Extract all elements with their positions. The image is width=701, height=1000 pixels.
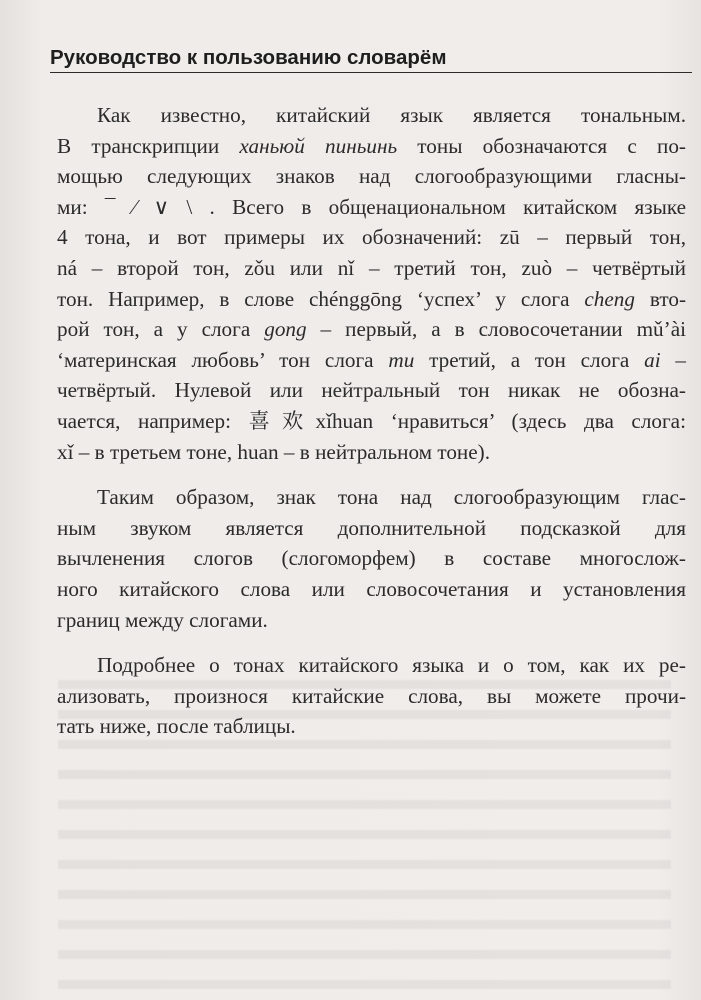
text-line: Подробнее о тонах китайского языка и о том, как их ре- [97, 653, 686, 678]
text-line: ná – второй тон, zǒu или nǐ – третий тон, zuò – четвёртый [57, 255, 686, 280]
text-line: ного китайского слова или словосочетания и установления [57, 576, 686, 601]
text-line: Как известно, китайский язык является тональным. [97, 103, 686, 127]
text-line: чается, например: 喜欢xǐhuan ‘нравиться’ (здесь два слога: [57, 407, 686, 433]
running-header [50, 45, 690, 71]
text-line: Таким образом, знак тона над слогообразующим глас- [97, 485, 686, 510]
text-line: ным звуком является дополнительной подсказкой для [57, 515, 686, 540]
text-line: ализовать, произнося китайские слова, вы можете прочи- [57, 683, 686, 708]
text-line: ‘материнская любовь’ тон слога mu третий, а тон слога ai – [57, 347, 687, 372]
text-line: тать ниже, после таблицы. [57, 714, 296, 739]
paragraph-tones [57, 100, 686, 467]
paragraph-tone-marks [57, 482, 686, 635]
body-text [57, 100, 686, 742]
text-line: 4 тона, и вот примеры их обозначений: zū – первый тон, [57, 225, 686, 250]
text-line: четвёртый. Нулевой или нейтральный тон никак не обозна- [57, 378, 686, 403]
page-title: Руководство к пользованию словарём [50, 46, 447, 69]
text-line: вычленения слогов (слогоморфем) в составе многослож- [57, 546, 686, 571]
paragraph-more-info [57, 650, 686, 742]
text-line: границ между слогами. [57, 607, 268, 632]
text-line: тон. Например, в слове chénggōng ‘успех’ у слога cheng вто- [57, 286, 686, 311]
text-line: рой тон, а у слога gong – первый, а в словосочетании mǔ’ài [57, 317, 686, 342]
text-line: мощью следующих знаков над слогообразующими гласны- [57, 164, 686, 189]
text-line: xǐ – в третьем тоне, huan – в нейтральном тоне). [57, 439, 491, 464]
text-line: В транскрипции ханьюй пиньинь тоны обозначаются с по- [57, 133, 686, 158]
header-rule [50, 72, 692, 73]
text-line: ми: ¯ ⁄ ∨ \ . Всего в общенациональном китайском языке [57, 194, 686, 219]
